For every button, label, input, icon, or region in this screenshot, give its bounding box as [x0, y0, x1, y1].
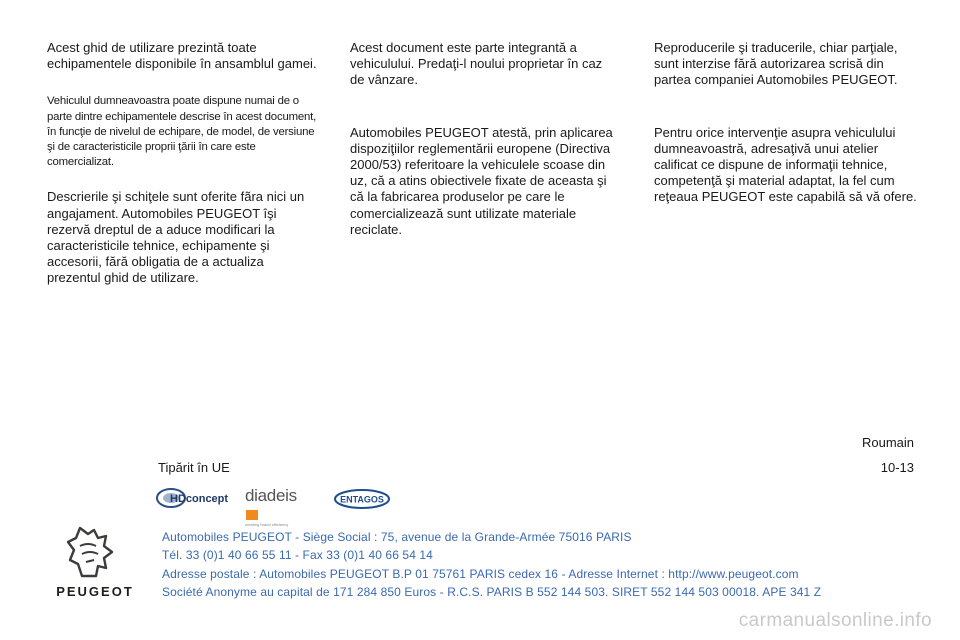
watermark: carmanualsonline.info [738, 610, 932, 631]
hd-concept-logo [155, 486, 229, 515]
right-column [654, 40, 924, 228]
svg-text:HDconcept: HDconcept [170, 493, 229, 505]
peugeot-wordmark: PEUGEOT [56, 584, 134, 599]
diadeis-logo: diadeis creating brand efficiency [245, 486, 297, 527]
intro-paragraph: Acest ghid de utilizare prezintă toate echipamentele disponibile în ansamblul gamei. [47, 40, 317, 72]
footer-postal-address: Adresse postale : Automobiles PEUGEOT B.P 01 75761 PARIS cedex 16 - Adresse Internet : http://www.peugeot.com [162, 566, 799, 581]
equipment-note: Vehiculul dumneavoastra poate dispune numai de o parte dintre echipamentele descrise în acest document, în funcţie de nivelul de echipare, de model, de versiune şi de caracteristicile proprii ţării în care este comercializat. [47, 95, 317, 169]
document-paragraph: Acest document este parte integrantă a vehiculului. Predaţi-l noului proprietar în caz de vânzare. [350, 40, 603, 88]
recycling-paragraph: Automobiles PEUGEOT atestă, prin aplicarea dispoziţiilor reglementării europene (Directiva 2000/53) referitoare la vehiculele scoase din uz, că a atins obiectivele fixate de aceasta şi că la fabricarea produselor pe care le comercializează sunt utilizate materiale reciclate. [350, 124, 613, 237]
left-column [47, 40, 317, 309]
diadeis-mark-icon [246, 510, 258, 520]
service-paragraph: Pentru orice intervenţie asupra vehiculului dumneavoastră, adresaţivă unui atelier calificat ce dispune de informaţii tehnice, competenţă şi material adaptat, la fel cum reţeaua PEUGEOT este capabilă să vă ofere. [654, 124, 917, 205]
hd-concept-icon [155, 486, 229, 510]
footer-legal: Société Anonyme au capital de 171 284 850 Euros - R.C.S. PARIS B 552 144 503. SIRET 552 144 503 00018. APE 341 Z [162, 584, 822, 599]
language-label: Roumain [861, 435, 914, 450]
descriptions-paragraph: Descrierile şi schiţele sunt oferite fãra nici un angajament. Automobiles PEUGEOT îşi rezervă dreptul de a aduce modificari la caracteristicile tehnice, echipamente şi accesorii, fără obligatia de a actualiza prezentul ghid de utilizare. [47, 189, 305, 286]
lion-icon [60, 524, 124, 582]
entagos-logo [333, 488, 391, 515]
footer-headquarters: Automobiles PEUGEOT - Siège Social : 75, avenue de la Grande-Armée 75016 PARIS [162, 530, 632, 544]
printed-in-label: Tipărit în UE [158, 460, 230, 475]
footer-phone-fax: Tél. 33 (0)1 40 66 55 11 - Fax 33 (0)1 40 66 54 14 [162, 548, 433, 563]
reproduction-paragraph: Reproducerile şi traducerile, chiar parţiale, sunt interzise fără autorizarea scrisă din partea companiei Automobiles PEUGEOT. [654, 40, 898, 88]
middle-column [350, 40, 620, 260]
company-address-block [162, 528, 821, 601]
entagos-icon [333, 488, 391, 510]
edition-code: 10-13 [880, 460, 914, 475]
peugeot-lion-logo [60, 524, 124, 582]
svg-text:ENTAGOS: ENTAGOS [340, 494, 384, 505]
